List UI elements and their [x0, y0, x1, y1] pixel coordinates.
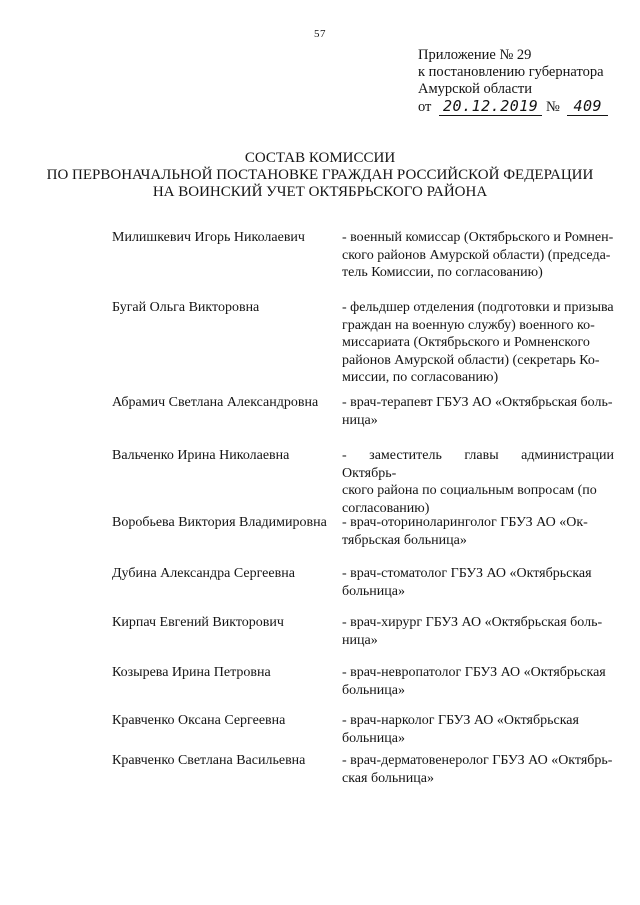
title-line-2: ПО ПЕРВОНАЧАЛЬНОЙ ПОСТАНОВКЕ ГРАЖДАН РОССИЙСКОЙ ФЕДЕРАЦИИ [46, 167, 594, 183]
member-role: - военный комиссар (Октябрьского и Ромнен- ского районов Амурской области) (председа- тель Комиссии, по согласованию) [342, 230, 614, 281]
member-row [112, 752, 614, 792]
title-line-3: НА ВОИНСКИЙ УЧЕТ ОКТЯБРЬСКОГО РАЙОНА [152, 184, 488, 200]
member-name: Кравченко Оксана Сергеевна [112, 713, 286, 728]
members-list [112, 229, 614, 792]
appendix-line-1: Приложение № 29 [418, 47, 532, 63]
member-name: Воробьева Виктория Владимировна [112, 515, 327, 530]
member-role: - фельдшер отделения (подготовки и призыва граждан на военную службу) военного ко- миссариата (Октябрьского и Ромненского районов Амурской области) (секретарь Ко- миссии, по согласованию) [342, 300, 614, 386]
member-role: - врач-нарколог ГБУЗ АО «Октябрьская больница» [342, 713, 579, 746]
title-line-1: СОСТАВ КОМИССИИ [244, 150, 396, 166]
member-row [112, 614, 614, 664]
member-row [112, 394, 614, 447]
member-name: Дубина Александра Сергеевна [112, 566, 295, 581]
number-prefix: № [545, 99, 560, 115]
member-name: Козырева Ирина Петровна [112, 665, 271, 680]
decree-number: 409 [567, 98, 608, 116]
member-name: Бугай Ольга Викторовна [112, 300, 260, 315]
member-name: Вальченко Ирина Николаевна [112, 448, 290, 463]
member-name: Кравченко Светлана Васильевна [112, 753, 306, 768]
appendix-block [418, 47, 608, 116]
appendix-line-3: Амурской области [418, 81, 532, 97]
member-role: - врач-невропатолог ГБУЗ АО «Октябрьская больница» [342, 665, 606, 698]
member-name: Кирпач Евгений Викторович [112, 615, 284, 630]
member-role: - врач-дерматовенеролог ГБУЗ АО «Октябрь- ская больница» [342, 753, 613, 786]
appendix-date-line [418, 98, 608, 116]
member-row [112, 447, 614, 514]
member-role: - врач-оториноларинголог ГБУЗ АО «Ок- тябрьская больница» [342, 515, 588, 548]
page-number: 57 [314, 28, 326, 40]
appendix-line-2: к постановлению губернатора [418, 64, 604, 80]
member-row [112, 712, 614, 752]
member-role: - врач-хирург ГБУЗ АО «Октябрьская боль- ница» [342, 615, 603, 648]
document-title [0, 150, 640, 201]
date-prefix: от [418, 99, 432, 115]
member-row [112, 664, 614, 712]
member-role: - врач-стоматолог ГБУЗ АО «Октябрьская больница» [342, 566, 592, 599]
member-row [112, 565, 614, 614]
member-row [112, 229, 614, 299]
member-name: Милишкевич Игорь Николаевич [112, 230, 305, 245]
member-row [112, 514, 614, 565]
member-role: - заместитель главы администрации Октябрь- ского района по социальным вопросам (по согласованию) [342, 448, 614, 516]
member-role: - врач-терапевт ГБУЗ АО «Октябрьская боль- ница» [342, 395, 613, 428]
decree-date: 20.12.2019 [439, 98, 542, 116]
member-name: Абрамич Светлана Александровна [112, 395, 319, 410]
member-row [112, 299, 614, 394]
